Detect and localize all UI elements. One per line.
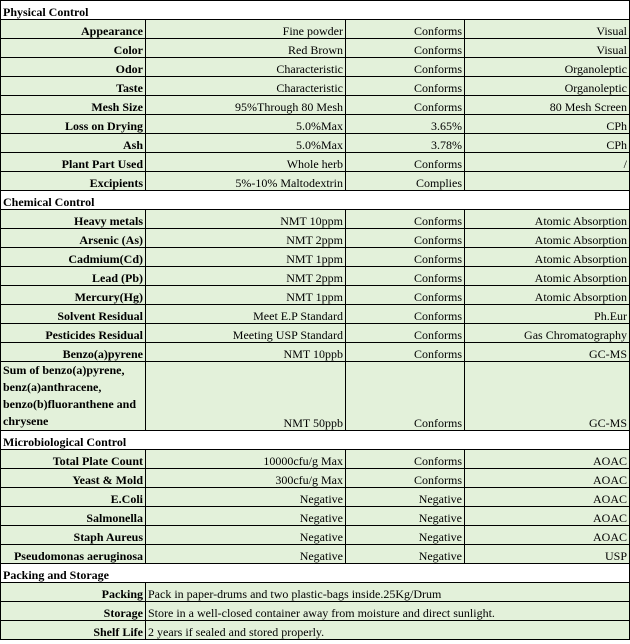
row-method: Ph.Eur bbox=[465, 305, 630, 324]
row-method: USP bbox=[465, 545, 630, 564]
section-title-chemical: Chemical Control bbox=[1, 191, 630, 210]
row-result: Conforms bbox=[346, 58, 465, 77]
row-result: Conforms bbox=[346, 39, 465, 58]
row-specification: NMT 1ppm bbox=[146, 286, 346, 305]
table-row bbox=[1, 153, 630, 172]
packing-storage-section bbox=[1, 564, 630, 583]
row-method: Gas Chromatography bbox=[465, 324, 630, 343]
table-row bbox=[1, 305, 630, 324]
row-method: CPh bbox=[465, 115, 630, 134]
table-row bbox=[1, 96, 630, 115]
row-specification: 5%-10% Maltodextrin bbox=[146, 172, 346, 191]
row-label: Pesticides Residual bbox=[1, 324, 146, 343]
row-result: Conforms bbox=[346, 210, 465, 229]
row-method: 80 Mesh Screen bbox=[465, 96, 630, 115]
row-label: Pseudomonas aeruginosa bbox=[1, 545, 146, 564]
table-row bbox=[1, 248, 630, 267]
row-specification: 5.0%Max bbox=[146, 134, 346, 153]
row-method: AOAC bbox=[465, 507, 630, 526]
row-result: Conforms bbox=[346, 324, 465, 343]
table-row bbox=[1, 20, 630, 39]
section-title-micro: Microbiological Control bbox=[1, 431, 630, 450]
row-specification: Meet E.P Standard bbox=[146, 305, 346, 324]
table-row bbox=[1, 77, 630, 96]
table-row-pah-sum bbox=[1, 362, 630, 431]
row-label: Storage bbox=[1, 602, 146, 621]
row-result: Conforms bbox=[346, 229, 465, 248]
row-method: Atomic Absorption bbox=[465, 286, 630, 305]
row-result: 3.78% bbox=[346, 134, 465, 153]
row-label: Total Plate Count bbox=[1, 450, 146, 469]
row-result: Conforms bbox=[346, 286, 465, 305]
row-label: Packing bbox=[1, 583, 146, 602]
row-label: Mercury(Hg) bbox=[1, 286, 146, 305]
row-specification: NMT 1ppm bbox=[146, 248, 346, 267]
microbiological-control-section bbox=[1, 431, 630, 450]
table-row bbox=[1, 469, 630, 488]
row-method: Organoleptic bbox=[465, 58, 630, 77]
row-specification: NMT 2ppm bbox=[146, 267, 346, 286]
row-result: Conforms bbox=[346, 450, 465, 469]
row-label: Staph Aureus bbox=[1, 526, 146, 545]
table-row bbox=[1, 602, 630, 621]
table-row bbox=[1, 526, 630, 545]
physical-control-rows bbox=[1, 20, 630, 191]
table-row bbox=[1, 450, 630, 469]
table-row bbox=[1, 583, 630, 602]
table-row bbox=[1, 286, 630, 305]
pah-sum-section bbox=[1, 362, 630, 431]
row-method: AOAC bbox=[465, 469, 630, 488]
row-method: / bbox=[465, 153, 630, 172]
row-label: Ash bbox=[1, 134, 146, 153]
table-row bbox=[1, 134, 630, 153]
row-specification: NMT 10ppm bbox=[146, 210, 346, 229]
row-result: Conforms bbox=[346, 343, 465, 362]
row-label: E.Coli bbox=[1, 488, 146, 507]
table-row bbox=[1, 621, 630, 640]
row-specification: Whole herb bbox=[146, 153, 346, 172]
table-row bbox=[1, 210, 630, 229]
table-row bbox=[1, 115, 630, 134]
chemical-control-rows bbox=[1, 210, 630, 362]
row-label: Heavy metals bbox=[1, 210, 146, 229]
row-specification: NMT 2ppm bbox=[146, 229, 346, 248]
row-method: Visual bbox=[465, 20, 630, 39]
row-label: Loss on Drying bbox=[1, 115, 146, 134]
row-method: Visual bbox=[465, 39, 630, 58]
row-method bbox=[465, 172, 630, 191]
row-label: Plant Part Used bbox=[1, 153, 146, 172]
section-title-physical: Physical Control bbox=[1, 1, 630, 20]
row-method: Atomic Absorption bbox=[465, 229, 630, 248]
row-method: Atomic Absorption bbox=[465, 267, 630, 286]
row-result: Conforms bbox=[346, 248, 465, 267]
row-specification: Negative bbox=[146, 488, 346, 507]
row-label: Solvent Residual bbox=[1, 305, 146, 324]
row-result: Conforms bbox=[346, 77, 465, 96]
chemical-control-section bbox=[1, 191, 630, 210]
row-specification: 95%Through 80 Mesh bbox=[146, 96, 346, 115]
row-label: Taste bbox=[1, 77, 146, 96]
row-label: Shelf Life bbox=[1, 621, 146, 640]
row-specification: Negative bbox=[146, 526, 346, 545]
row-label: Mesh Size bbox=[1, 96, 146, 115]
row-result: Conforms bbox=[346, 362, 465, 431]
row-result: Conforms bbox=[346, 267, 465, 286]
row-label: Benzo(a)pyrene bbox=[1, 343, 146, 362]
row-result: Complies bbox=[346, 172, 465, 191]
row-method: Atomic Absorption bbox=[465, 248, 630, 267]
table-row bbox=[1, 324, 630, 343]
row-method: GC-MS bbox=[465, 362, 630, 431]
table-row bbox=[1, 545, 630, 564]
row-specification: Negative bbox=[146, 545, 346, 564]
row-label: Yeast & Mold bbox=[1, 469, 146, 488]
row-specification: Meeting USP Standard bbox=[146, 324, 346, 343]
row-label: Cadmium(Cd) bbox=[1, 248, 146, 267]
row-result: Conforms bbox=[346, 153, 465, 172]
section-title-packing: Packing and Storage bbox=[1, 564, 630, 583]
row-result: Negative bbox=[346, 545, 465, 564]
row-method: CPh bbox=[465, 134, 630, 153]
row-specification: 300cfu/g Max bbox=[146, 469, 346, 488]
row-result: Conforms bbox=[346, 305, 465, 324]
row-label: Color bbox=[1, 39, 146, 58]
row-result: Negative bbox=[346, 488, 465, 507]
table-row bbox=[1, 58, 630, 77]
row-result: Negative bbox=[346, 526, 465, 545]
table-row bbox=[1, 229, 630, 248]
table-row bbox=[1, 507, 630, 526]
table-row bbox=[1, 39, 630, 58]
row-method: AOAC bbox=[465, 488, 630, 507]
row-specification: Characteristic bbox=[146, 58, 346, 77]
row-specification: Red Brown bbox=[146, 39, 346, 58]
table-row bbox=[1, 488, 630, 507]
row-text: Pack in paper-drums and two plastic-bags inside.25Kg/Drum bbox=[146, 583, 630, 602]
row-label: Sum of benzo(a)pyrene, benz(a)anthracene, benzo(b)fluoranthene and chrysene bbox=[1, 362, 146, 431]
row-label: Lead (Pb) bbox=[1, 267, 146, 286]
packing-storage-rows bbox=[1, 583, 630, 640]
physical-control-section bbox=[1, 1, 630, 20]
table-row bbox=[1, 172, 630, 191]
row-specification: Characteristic bbox=[146, 77, 346, 96]
row-label: Arsenic (As) bbox=[1, 229, 146, 248]
row-label: Odor bbox=[1, 58, 146, 77]
row-result: Negative bbox=[346, 507, 465, 526]
row-result: Conforms bbox=[346, 20, 465, 39]
row-result: Conforms bbox=[346, 96, 465, 115]
row-specification: NMT 10ppb bbox=[146, 343, 346, 362]
row-result: 3.65% bbox=[346, 115, 465, 134]
row-specification: 10000cfu/g Max bbox=[146, 450, 346, 469]
microbiological-control-rows bbox=[1, 450, 630, 564]
row-specification: Negative bbox=[146, 507, 346, 526]
row-label: Appearance bbox=[1, 20, 146, 39]
table-row bbox=[1, 267, 630, 286]
row-text: 2 years if sealed and stored properly. bbox=[146, 621, 630, 640]
row-specification: 5.0%Max bbox=[146, 115, 346, 134]
row-method: Atomic Absorption bbox=[465, 210, 630, 229]
row-specification: NMT 50ppb bbox=[146, 362, 346, 431]
row-specification: Fine powder bbox=[146, 20, 346, 39]
row-method: AOAC bbox=[465, 450, 630, 469]
row-method: AOAC bbox=[465, 526, 630, 545]
row-label: Salmonella bbox=[1, 507, 146, 526]
row-result: Conforms bbox=[346, 469, 465, 488]
row-text: Store in a well-closed container away from moisture and direct sunlight. bbox=[146, 602, 630, 621]
table-row bbox=[1, 343, 630, 362]
row-method: GC-MS bbox=[465, 343, 630, 362]
row-method: Organoleptic bbox=[465, 77, 630, 96]
row-label: Excipients bbox=[1, 172, 146, 191]
